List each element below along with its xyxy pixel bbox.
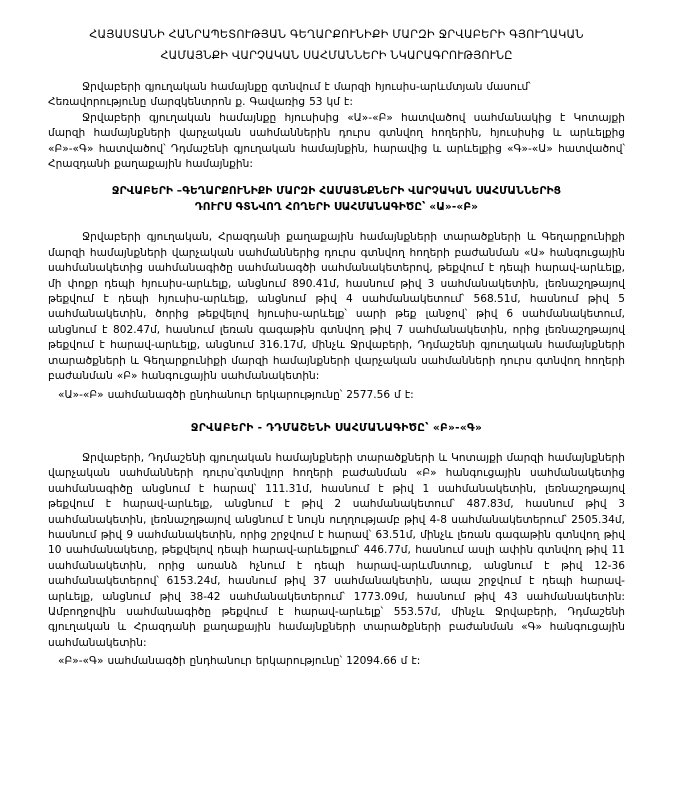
- section-heading-ab: [48, 183, 625, 215]
- section-ab-summary: «Ա»-«Բ» սահմանագծի ընդհանուր երկարությունը՝ 2577.56 մ է:: [58, 388, 414, 401]
- spacer: [48, 403, 625, 420]
- document-title-line-1: ՀԱՅԱՍՏԱՆԻ ՀԱՆՐԱՊԵՏՈՒԹՅԱՆ ԳԵՂԱՐՔՈՒՆԻՔԻ ՄԱՐԶԻ ՋՐՎԱԲԵՐԻ ԳՅՈՒՂԱԿԱՆ: [89, 28, 584, 41]
- section-ab-paragraph: Ջրվաբերի գյուղական, Հրազդանի քաղաքային համայնքների տարածքների և Գեղարքունիքի մարզի համայնքների վարչական սահմաններից դուրս գտնվող հողերի բաժանման «Ա» հանգուցային սահմանակետից սահմանագիծը սահմանագծի սահմանակետերով, թեքվում է դեպի հարավ-արևելք, մի փոքր դեպի հյուսիս-արևելք, անցնում 890.41մ, հասնում թիվ 3 սահմանակետին, լեռնաշղթայով թեքվում է դեպի հյուսիս-արևելք, անցնում թիվ 4 սահմանակետում՝ 568.51մ, հասնում թիվ 5 սահմանակետին, ծորից թեքվելով հյուսիս-արևելք՝ սարի թեք լանջով՝ թիվ 6 սահմանակետում, անցնում է 802.47մ, հասնում լեռան գագաթին գտնվող թիվ 7 սահմանակետին, որից լեռնաշղթայով թեքվում է հարավ-արևելք, անցնում 316.17մ, մինչև Ջրվաբերի, Դդմաշենի գյուղական համայնքների տարածքների և Գեղարքունիքի մարզի համայնքների վարչական սահմանների դուրս գտնվող հողերի բաժանման «Բ» հանգուցային սահմանակետին:: [48, 231, 625, 383]
- intro-paragraph-2: Ջրվաբերի գյուղական համայնքը հյուսիսից «Ա»-«Բ» հատվածով սահմանակից է Կոտայքի մարզի համայնքների վարչական սահմաններին դուրս գտնվող հողերին, հյուսիսից և արևելքից «Բ»-«Գ» հատվածով՝ Դդմաշենի գյուղական համայնքին, հարավից և արևելքից «Գ»-«Ա» հատվածով՝ Հրազդանի քաղաքային համայնքին:: [48, 111, 625, 171]
- section-bg-summary: «Բ»-«Գ» սահմանագծի ընդհանուր երկարությունը՝ 12094.66 մ է:: [58, 655, 421, 668]
- section-heading-ab-line-2: ԴՈՒՐՍ ԳՏՆՎՈՂ ՀՈՂԵՐԻ ՍԱՀՄԱՆԱԳԻԾԸ՝ «Ա»-«Բ»: [194, 201, 479, 214]
- document-title: [48, 24, 625, 66]
- section-heading-ab-line-1: ՋՐՎԱԲԵՐԻ –ԳԵՂԱՐՔՈՒՆԻՔԻ ՄԱՐԶԻ ՀԱՄԱՅՆՔՆԵՐԻ ՎԱՐՉԱԿԱՆ ՍԱՀՄԱՆՆԵՐԻՑ: [111, 185, 562, 198]
- spacer: [48, 172, 625, 183]
- spacer: [48, 215, 625, 230]
- spacer: [48, 436, 625, 451]
- section-bg-paragraph: Ջրվաբերի, Դդմաշենի գյուղական համայնքների տարածքների և Կոտայքի մարզի համայնքների վարչական սահմանների դուրս՝գտնվլոր հողերի բաժանման «Բ» հանգուցային սահմանակետից սահմանագիծը անցնում է հարավ՝ 111.31մ, հասնում է թիվ 1 սահմանակետին, լեռնաշղթայով թեքվում է հարավ-արևելք, անցնում է թիվ 2 սահմանակետում՝ 487.83մ, հասնում թիվ 3 սահմանակետին, լեռնաշղթայով անցնում է նույն ուղղությամբ թիվ 4-8 սահմանակետերում՝ 2505.34մ, հասնում թիվ 9 սահմանակետին, որից շրջվում է հարավ՝ 63.51մ, մինչև լեռան գագաթին գտնվող թիվ 10 սահմանակետը, թեքվելով դեպի հարավ-արևելքում՝ 446.77մ, հասնում ասլի ափին գտնվող թիվ 11 սահմանակետին, որից առանձ հչնում է դեպի հարավ-արևմնտուք, անցնում է թիվ 12-36 սահմանակետերով՝ 6153.24մ, հասնում թիվ 37 սահմանակետին, ապա շրջվում է դեպի հարավ-արևելք, անցնում թիվ 38-42 սահմանակետերում՝ 1773.09մ, հասնում թիվ 43 սահմանակետին: Ամբողջովին սահմանագիծը թեքվում է հարավ-արևելք՝ 553.57մ, մինչև Ջրվաբերի, Դդմաշենի գյուղական և Հրազդանի քաղաքային համայնքների տարածքների բաժանման «Գ» հանգուցային սահմանակետին:: [48, 451, 625, 649]
- section-heading-bg-line-1: ՋՐՎԱԲԵՐԻ - ԴԴՄԱՇԵՆԻ ՍԱՀՄԱՆԱԳԻԾԸ՝ «Բ»-«Գ»: [190, 421, 483, 434]
- document-title-line-2: ՀԱՄԱՅՆՔԻ ՎԱՐՉԱԿԱՆ ՍԱՀՄԱՆՆԵՐԻ ՆԿԱՐԱԳՐՈՒԹՅՈՒՆԸ: [160, 49, 513, 62]
- intro-paragraph-line-1: Ջրվաբերի գյուղական համայնքը գտնվում է մարզի հյուսիս-արևմտյան մասում՝: [82, 81, 531, 93]
- section-heading-bg: [48, 420, 625, 436]
- intro-paragraph-line-2: Հեռավորությունը մարզկենտրոն ք. Գավառից 53 կմ է:: [48, 96, 353, 109]
